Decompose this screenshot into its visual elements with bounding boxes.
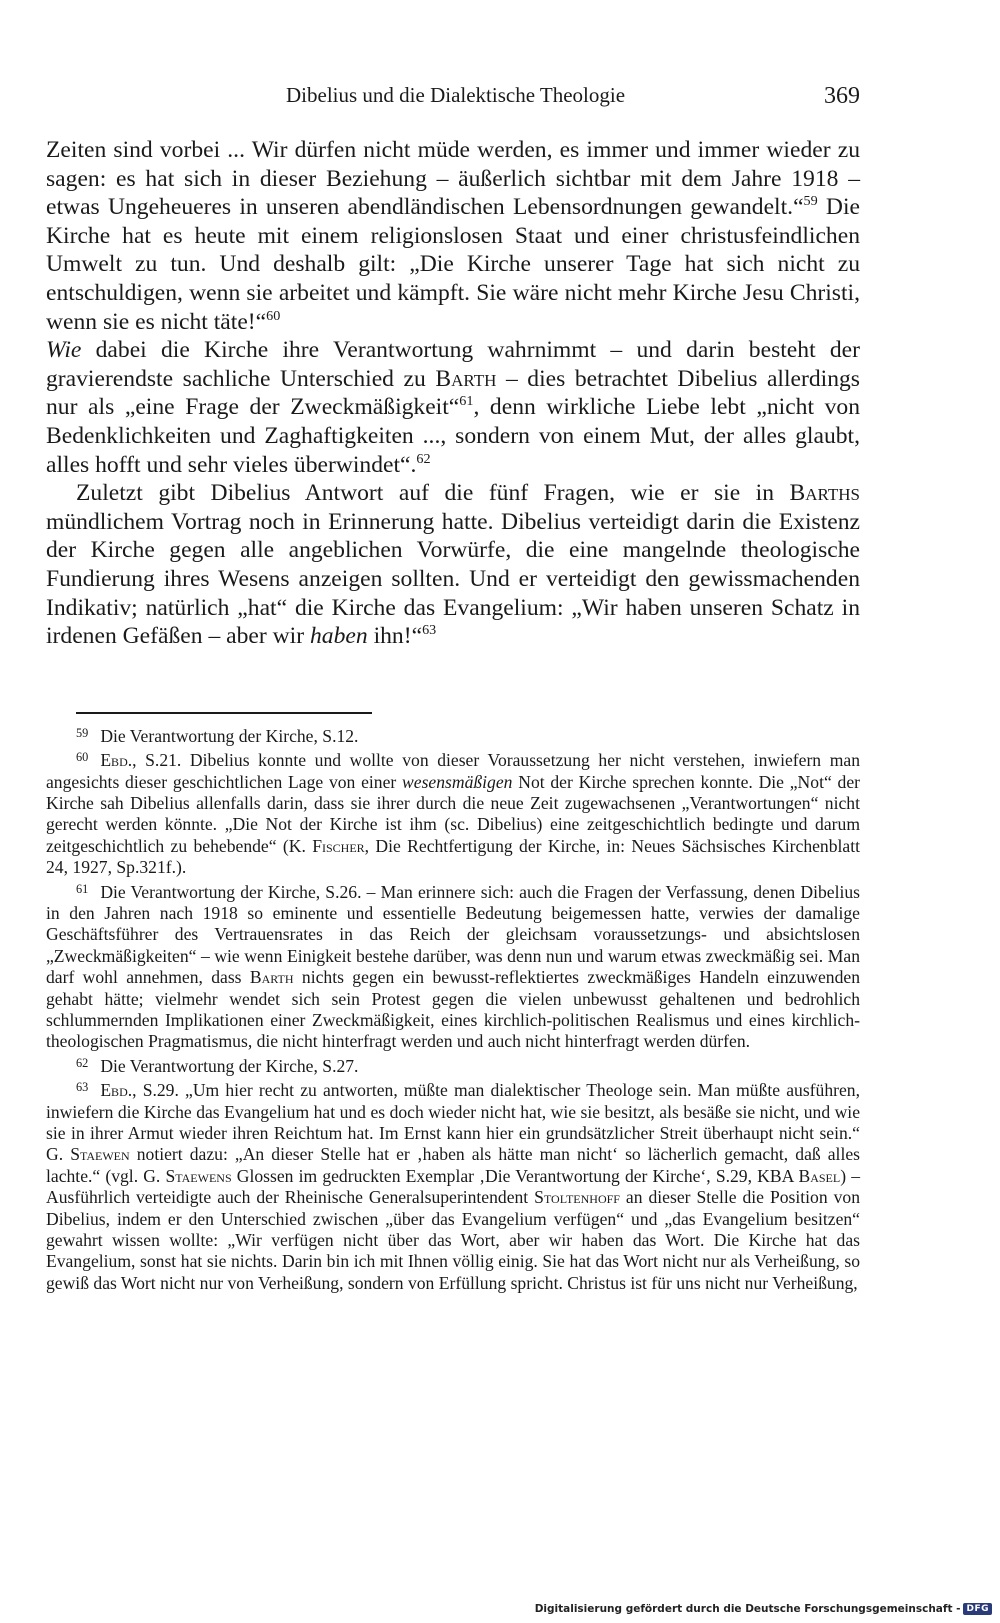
- footnotes: [46, 723, 860, 1294]
- emphasis-wie: Wie: [46, 337, 82, 364]
- paragraph-2: Wie dabei die Kirche ihre Verantwortung wahrnimmt – und darin besteht der gravierendste sachliche Unterschied zu Barth – dies betrachtet Dibelius allerdings nur als „eine Frage der Zweckmäßigkeit“$^{61}$, denn wirkliche Liebe lebt „nicht von Bedenklichkeiten und Zaghaftigkeiten ..., sondern von einem Mut, der alles glaubt, alles hofft und sehr vieles überwindet“.$^{62}$: [46, 337, 860, 478]
- footnote-61: $^{61}$ Die Verantwortung der Kirche, S.26. – Man erinnere sich: auch die Fragen der Verfassung, denen Dibelius in den Jahren nach 1918 so eminente und essentielle Bedeutung beigemessen hatte, verwies der damalige Geschäftsführer des Vertrauensrates in das Reich der gleichsam voraussetzungs- und absichtslosen „Zweckmäßigkeiten“ – wie wenn Einigkeit bestehe darüber, was denn nun und warum etwas zweckmäßig sei. Man darf wohl annehmen, dass Barth nichts gegen ein bewusst-reflektiertes zweckmäßiges Handeln einzuwenden gehabt hätte; vielmehr wendet sich sein Protest gegen die vielen unbewusst gehaltenen und bedrohlich schlummernden Implikationen einer Zweckmäßigkeit, eines kirchlich-politischen Realismus und eines kirchlich-theologischen Pragmatismus, die nicht hinterfragt werden und auch nicht hinterfragt werden dürfen.: [46, 881, 860, 1052]
- footnote-63: $^{63}$ Ebd., S.29. „Um hier recht zu antworten, müßte man dialektischer Theologe sein. Man müßte ausführen, inwiefern die Kirche das Evangelium hat und es doch wieder nicht hat, wie sie besitzt, als besäße sie nicht, und wie sie in ihrer Armut wieder ihren Reichtum hat. Im Ernst kann hier ein grundsätzlicher Streit überhaupt nicht sein.“ G. Staewen notiert dazu: „An dieser Stelle hat er ‚haben als hätte man nicht‘ so lächerlich gemacht, daß alles lachte.“ (vgl. G. Staewens Glossen im gedruckten Exemplar ‚Die Verantwortung der Kirche‘, S.29, KBA Basel) – Ausführlich verteidigte auch der Rheinische Generalsuperintendent Stoltenhoff an dieser Stelle die Position von Dibelius, indem er den Unterschied zwischen „über das Evangelium verfügen“ und „das Evangelium besitzen“ gewahrt wissen wollte: „Wir verfügen nicht über das Wort, aber wir haben das Wort. Die Kirche hat das Evangelium, sonst hat sie nichts. Darin bin ich mit Ihnen völlig einig. Sie hat das Wort nicht nur als Verheißung, so gewiß das Wort nicht nur von Verheißung, sondern von Erfüllung spricht. Christus ist für uns nicht nur Verheißung,: [46, 1080, 861, 1293]
- footnote-number: 62: [76, 1055, 89, 1070]
- footnote-59: $^{59}$ Die Verantwortung der Kirche, S.12.: [76, 725, 359, 746]
- digitization-credit: [535, 1601, 992, 1617]
- author-name-barths: Barths: [789, 480, 860, 507]
- footnote-separator: [76, 712, 372, 714]
- page-number: 369: [824, 83, 860, 109]
- footnote-60: $^{60}$ Ebd., S.21. Dibelius konnte und wollte von dieser Voraussetzung her nicht verstehen, inwiefern man angesichts dieser geschichtlichen Lage von einer wesensmäßigen Not der Kirche sprechen konnte. Die „Not“ der Kirche sah Dibelius allenfalls darin, dass sie ihrer durch die neue Zeit zugewachsenen „Verantwortungen“ nicht gerecht werden könnte. „Die Not der Kirche ist ihm (sc. Dibelius) eine zeitgeschichtlich bedingte und darum zeitgeschichtlich zu behebende“ (K. Fischer, Die Rechtfertigung der Kirche, in: Neues Sächsisches Kirchenblatt 24, 1927, Sp.321f.).: [46, 750, 860, 878]
- running-head-title: Dibelius und die Dialektische Theologie: [286, 83, 626, 107]
- running-head: [46, 83, 860, 117]
- author-name-barth: Barth: [435, 365, 497, 392]
- footnote-number: 61: [76, 881, 89, 896]
- paragraph-3: Zuletzt gibt Dibelius Antwort auf die fünf Fragen, wie er sie in Barths mündlichem Vortrag noch in Erinnerung hatte. Dibelius verteidigt darin die Existenz der Kirche gegen alle angeblichen Vorwürfe, die eine mangelnde theologische Fundierung ihres Wesens anzeigen sollten. Und er verteidigt den gewissmachenden Indikativ; natürlich „hat“ die Kirche das Evangelium: „Wir haben unseren Schatz in irdenen Gefäßen – aber wir haben ihn!“$^{63}$: [46, 480, 860, 650]
- emphasis-haben: haben: [310, 623, 368, 650]
- digitization-credit-text: Digitalisierung gefördert durch die Deutsche Forschungsgemeinschaft -: [534, 1603, 961, 1615]
- footnote-ref-61[interactable]: 61: [459, 393, 474, 410]
- footnote-62: $^{62}$ Die Verantwortung der Kirche, S.27.: [76, 1055, 359, 1076]
- footnote-ref-59[interactable]: 59: [803, 192, 818, 209]
- footnote-ref-63[interactable]: 63: [422, 621, 437, 638]
- main-text: [46, 136, 860, 651]
- footnote-number: 63: [76, 1080, 89, 1095]
- footnote-number: 59: [76, 726, 89, 740]
- dfg-logo: DFG: [963, 1603, 992, 1615]
- paragraph-1: Zeiten sind vorbei ... Wir dürfen nicht müde werden, es immer und immer wieder zu sagen: es hat sich in dieser Beziehung – äußerlich sichtbar mit dem Jahre 1918 – etwas Ungeheueres in unseren abendländischen Lebensordnungen gewandelt.“$^{59}$ Die Kirche hat es heute mit einem religionslosen Staat und einer christusfeindlichen Umwelt zu tun. Und deshalb gilt: „Die Kirche unserer Tage hat sich nicht zu entschuldigen, wenn sie arbeitet und kämpft. Sie wäre nicht mehr Kirche Jesu Christi, wenn sie es nicht täte!“$^{60}$: [46, 137, 860, 335]
- footnote-ref-62[interactable]: 62: [416, 450, 431, 467]
- footnote-number: 60: [76, 750, 89, 765]
- footnote-ref-60[interactable]: 60: [266, 307, 281, 324]
